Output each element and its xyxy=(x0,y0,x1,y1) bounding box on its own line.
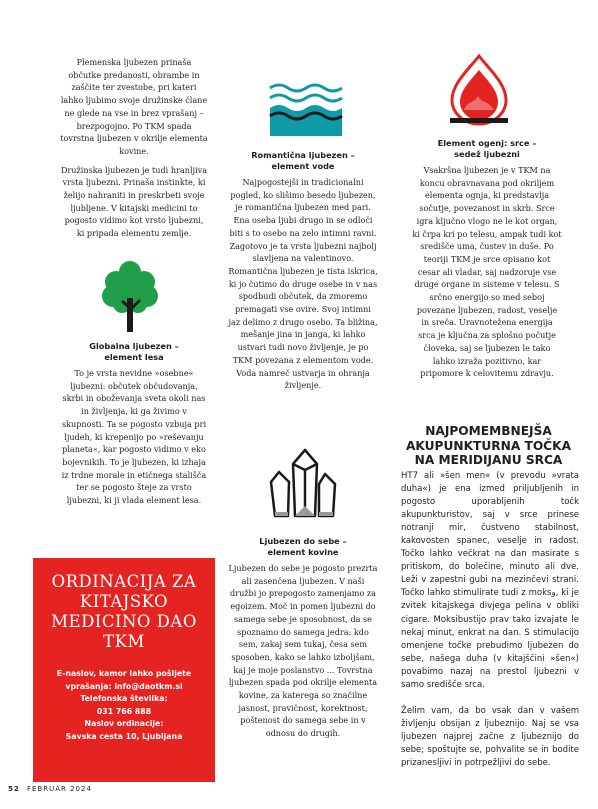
tree-icon xyxy=(100,258,160,338)
phone-number[interactable]: 031 766 888 xyxy=(96,706,152,716)
self-love-section xyxy=(228,536,378,746)
page-footer xyxy=(8,785,92,793)
acupuncture-body xyxy=(401,470,579,783)
fire-element-body: Vsakršna ljubezen je v TKM na koncu obravnavana pod okriljem elementa ognja, ki predstavlja sočutje, povezanost in skrb. Srce igra ključno vlogo ne le kot organ, ki črpa kri po telesu, ampak tudi kot središče uma, čustev in duše. Po teoriji TKM je srce opisano kot cesar ali vladar, saj nadzoruje vse druge organe in sisteme v telesu. S srčno energijo so med seboj povezane ljubezen, radost, veselje in sreča. Uravnotežena energija srca je ključna za splošno počutje človeka, saj se ljubezen le tako lahko izraža pozitivno, kar pripomore k celovitemu zdravju. xyxy=(412,165,562,379)
romantic-love-body: Najpogostejši in tradicionalni pogled, ko slišimo besedo ljubezen, je romantična ljubezen med pari. Ena oseba ljubi drugo in se odloči biti s to osebo na zelo intimni ravni. Zagotovo je ta vrsta ljubezni najbolj slavljena na valentinovo. Romantična ljubezen je tista iskrica, ki jo čutimo do druge osebe in v nas spodbudi občutek, da zmoremo premagati vse ovire. Svoj intimni jaz delimo z drugo osebo. Ta bližina, mešanje jina in janga, ki lahko ustvari tudi novo življenje, je po TKM povezana z elementom vode. Voda namreč ustvarja in ohranja življenje. xyxy=(228,177,378,391)
family-love-paragraph: Družinska ljubezen je tudi hranljiva vrsta ljubezni. Prinaša instinkte, ki želijo nahraniti in preskrbeti svoje ljubljene. V kitajski medicini to pogosto vidimo kot vrsto ljubezni, ki pripada elementu zemlje. xyxy=(60,164,208,239)
tribal-love-paragraph: Plemenska ljubezen prinaša občutke predanosti, obrambe in zaščite ter zvestobe, pri kateri lahko ljubimo svoje družinske člane ne glede na vse in brez vprašanj – brezpogojno. Po TKM spada tovrstna ljubezen v okrilje elementa kovine. xyxy=(60,57,208,156)
acupuncture-title: NAJPOMEMBNEJŠA AKUPUNKTURNA TOČKA NA MERIDIJANU SRCA xyxy=(406,424,571,467)
address-value: Savska cesta 10, Ljubljana xyxy=(65,731,183,741)
address-label: Naslov ordinacije: xyxy=(84,719,164,728)
water-waves-icon xyxy=(268,82,344,138)
fire-drop-icon xyxy=(450,54,508,126)
clinic-title: ORDINACIJA ZA KITAJSKO MEDICINO DAO TKM xyxy=(51,572,197,651)
romantic-love-heading: Romantična ljubezen – element vode xyxy=(251,150,355,171)
intro-column xyxy=(60,56,208,246)
global-love-body: To je vrsta nevidne »osebne« ljubezni: občutek občudovanja, skrbi in oboževanja sveta okoli nas in življenja, ki ga živimo v skupnosti. Ta se pogosto vzbuja pri ljudeh, ki krepenijo po »reševanju planeta«, kar pogosto vidimo v eko bojevnikih. To je ljubezen, ki izhaja iz trdne morale in etičnega stališča ter se pogosto šteje za vrsto ljubezni, ki ji vlada element lesa. xyxy=(61,368,207,506)
clinic-contact-details xyxy=(33,668,215,743)
fire-element-heading: Element ogenj: srce – sedež ljubezni xyxy=(437,138,537,159)
ht7-paragraph: HT7 ali »šen men« (v prevodu »vrata duha«) je ena izmed priljubljenih in pogosto uporabljenih točk akupunkturistov, saj v srce prinese notranji mir, čustveno stabilnost, kakovosten spanec, veselje in radost. Točko lahko večkrat na dan masirate s pritiskom, do bolečine, minuto ali dve. Leži v zapestni gubi na mezinčevi strani. Točko lahko stimulirate tudi z moksو, ki je zvitek kitajskega divjega pelina v obliki cigare. Moksibustijo prav tako izvajate le nekaj minut, enkrat na dan. S stimulacijo omenjene točke prebudimo ljubezen do sebe, našega duha (v kitajščini »šen«) povabimo nazaj na prestol ljubezni v samo središče srca. xyxy=(401,471,580,690)
self-love-body: Ljubezen do sebe je pogosto prezrta ali zasenčena ljubezen. V naši družbi jo prepogosto zamenjamo za egoizem. Moč in pomen ljubezni do samega sebe je sposobnost, da se spoznamo do samega jedra: kdo sem, zakaj sem tukaj, česa sem sposoben, kako se lahko izboljšam, kaj je moje poslanstvo ... Tovrstna ljubezen spada pod okrilje elementa kovine, za katerega so značilne jasnost, pravičnost, korektnost, poštenost do samega sebe in v odnosu do drugih. xyxy=(228,563,378,739)
issue-label: FEBRUAR 2024 xyxy=(26,785,92,793)
crystal-icon xyxy=(265,446,341,526)
closing-paragraph: Želim vam, da bo vsak dan v vašem življenju obsijan z ljubeznijo. Naj se vsa ljubezen najprej začne z ljubeznijo do sebe; spoštujte se, pohvalite se in bodite prizanesljivi in potrpežljivi do sebe. xyxy=(401,705,579,768)
email-line[interactable]: E-naslov, kamor lahko pošljete vprašanja: info@daotkm.si xyxy=(56,669,192,691)
self-love-heading: Ljubezen do sebe – element kovine xyxy=(259,536,347,557)
clinic-contact-box xyxy=(33,558,215,782)
fire-element-section xyxy=(412,138,562,386)
global-love-heading: Globalna ljubezen – element lesa xyxy=(89,341,179,362)
phone-label: Telefonska številka: xyxy=(80,694,168,703)
page-number: 52 xyxy=(8,785,20,793)
romantic-love-section xyxy=(228,150,378,398)
global-love-section xyxy=(60,341,208,513)
